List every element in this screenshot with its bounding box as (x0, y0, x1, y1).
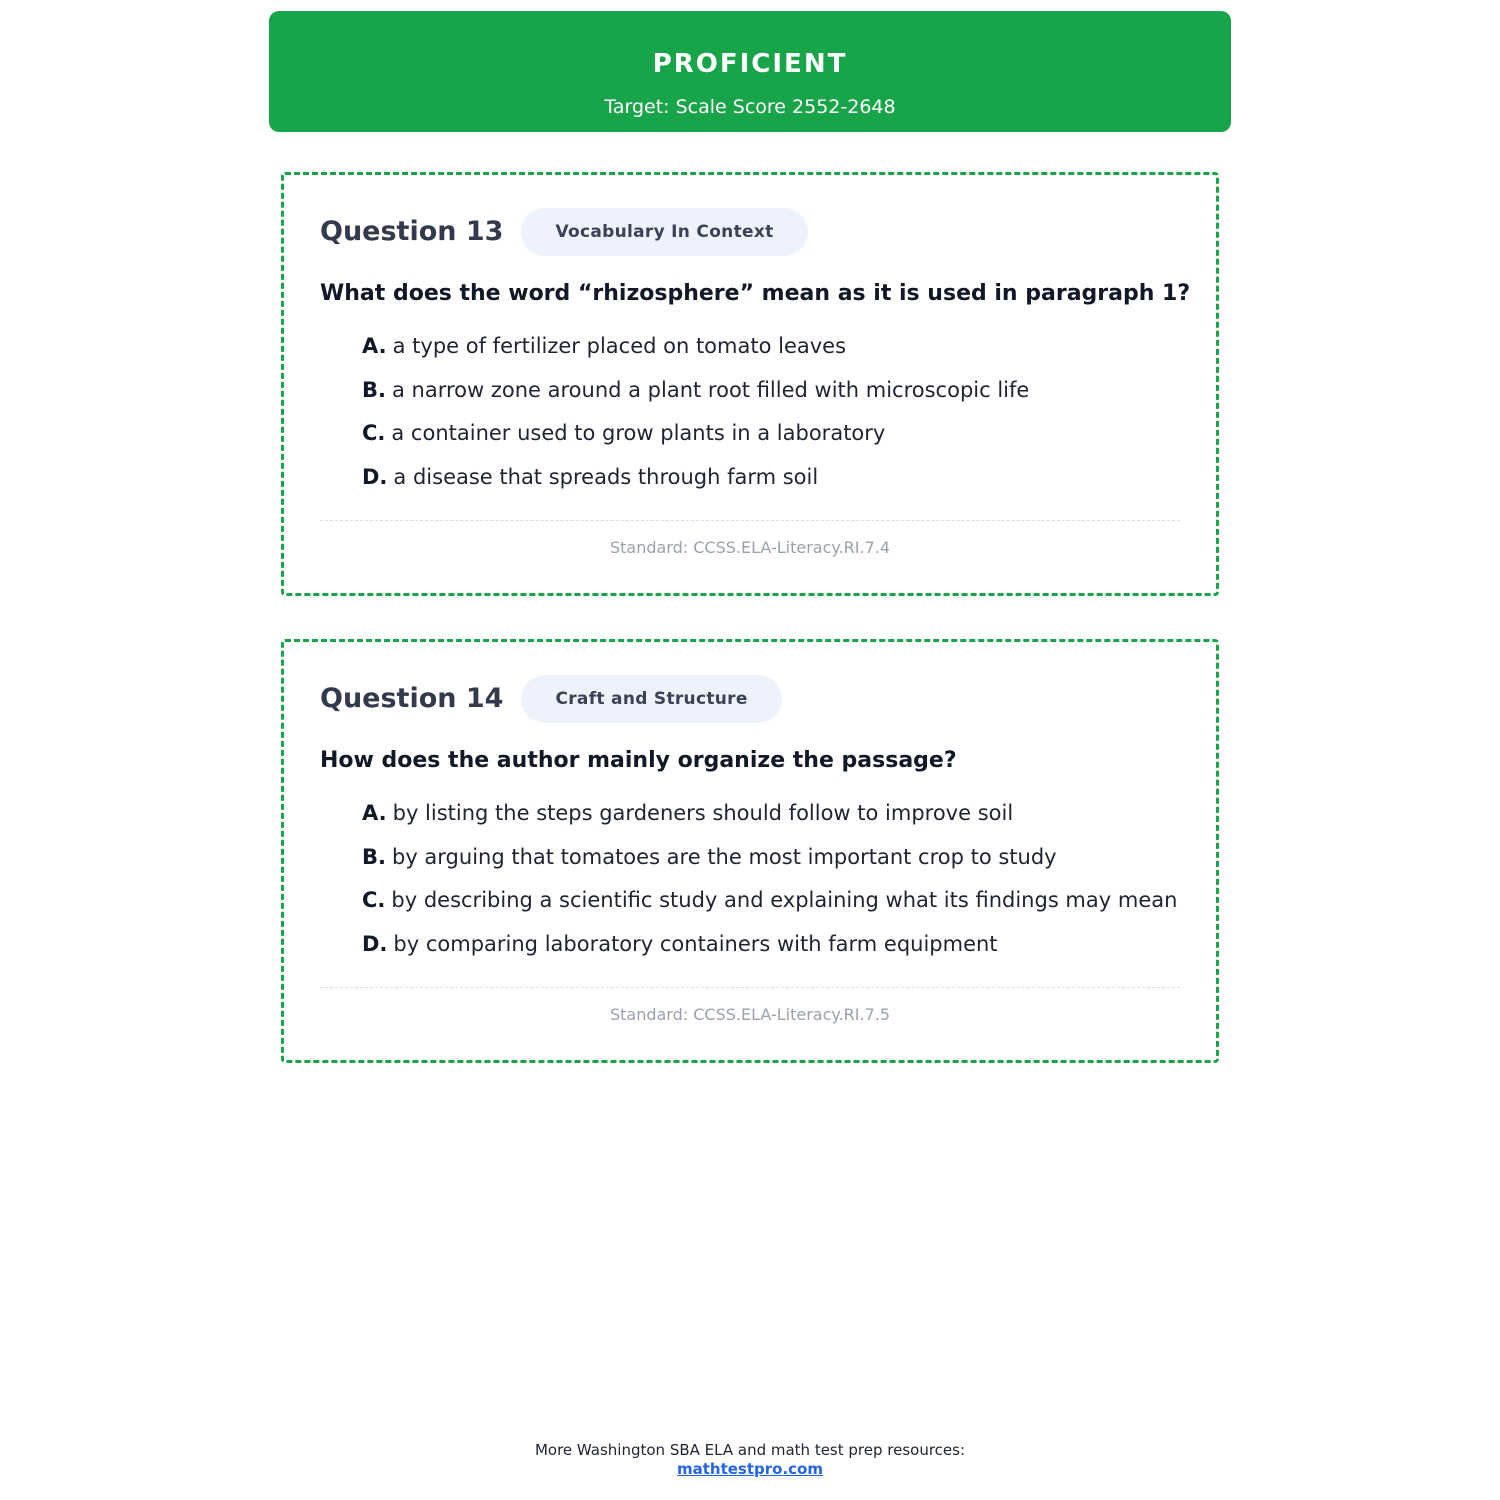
choice-text: by describing a scientific study and explaining what its findings may mean (391, 888, 1178, 913)
answer-choice-a[interactable] (362, 798, 1177, 842)
question-prompt: What does the word “rhizosphere” mean as it is used in paragraph 1? (320, 281, 1191, 306)
question-card (281, 639, 1219, 1063)
choice-text: by listing the steps gardeners should follow to improve soil (392, 801, 1014, 825)
target-score-range: Target: Scale Score 2552-2648 (604, 96, 896, 118)
footer-text: More Washington SBA ELA and math test prep resources: (534, 1441, 966, 1459)
answer-choice-b[interactable] (362, 842, 1177, 886)
answer-choice-d[interactable] (362, 929, 1177, 973)
choice-text: by arguing that tomatoes are the most important crop to study (391, 844, 1057, 869)
question-card (281, 172, 1219, 596)
question-header (320, 207, 808, 257)
card-divider (320, 987, 1180, 988)
question-prompt: How does the author mainly organize the passage? (320, 748, 957, 773)
standard-label: Standard: CCSS.ELA-Literacy.RI.7.4 (609, 538, 891, 557)
answer-choices (362, 331, 1029, 506)
choice-letter: B. (362, 844, 386, 869)
standard-label: Standard: CCSS.ELA-Literacy.RI.7.5 (609, 1005, 891, 1024)
skill-tag: Craft and Structure (521, 675, 781, 723)
answer-choices (362, 798, 1177, 973)
page-footer (0, 1441, 1500, 1479)
footer-link[interactable]: mathtestpro.com (676, 1460, 823, 1478)
card-divider (320, 520, 1180, 521)
question-number: Question 14 (320, 683, 504, 714)
choice-text: by comparing laboratory containers with farm equipment (393, 932, 998, 957)
choice-text: a narrow zone around a plant root filled with microscopic life (391, 377, 1030, 402)
choice-letter: B. (362, 377, 386, 402)
answer-choice-a[interactable] (362, 331, 1029, 375)
answer-choice-c[interactable] (362, 418, 1029, 462)
choice-letter: C. (362, 421, 386, 446)
question-header (320, 674, 782, 724)
proficiency-banner (269, 11, 1231, 132)
choice-letter: A. (362, 801, 387, 825)
choice-text: a container used to grow plants in a laboratory (391, 421, 886, 446)
choice-letter: A. (362, 334, 387, 358)
choice-letter: C. (362, 888, 386, 913)
proficiency-level-title: PROFICIENT (652, 49, 848, 79)
skill-tag: Vocabulary In Context (521, 208, 807, 256)
question-number: Question 13 (320, 216, 504, 247)
choice-text: a disease that spreads through farm soil (393, 465, 819, 490)
answer-choice-b[interactable] (362, 375, 1029, 419)
choice-letter: D. (362, 932, 388, 957)
choice-text: a type of fertilizer placed on tomato leaves (392, 334, 847, 358)
answer-choice-c[interactable] (362, 885, 1177, 929)
choice-letter: D. (362, 465, 388, 490)
answer-choice-d[interactable] (362, 462, 1029, 506)
